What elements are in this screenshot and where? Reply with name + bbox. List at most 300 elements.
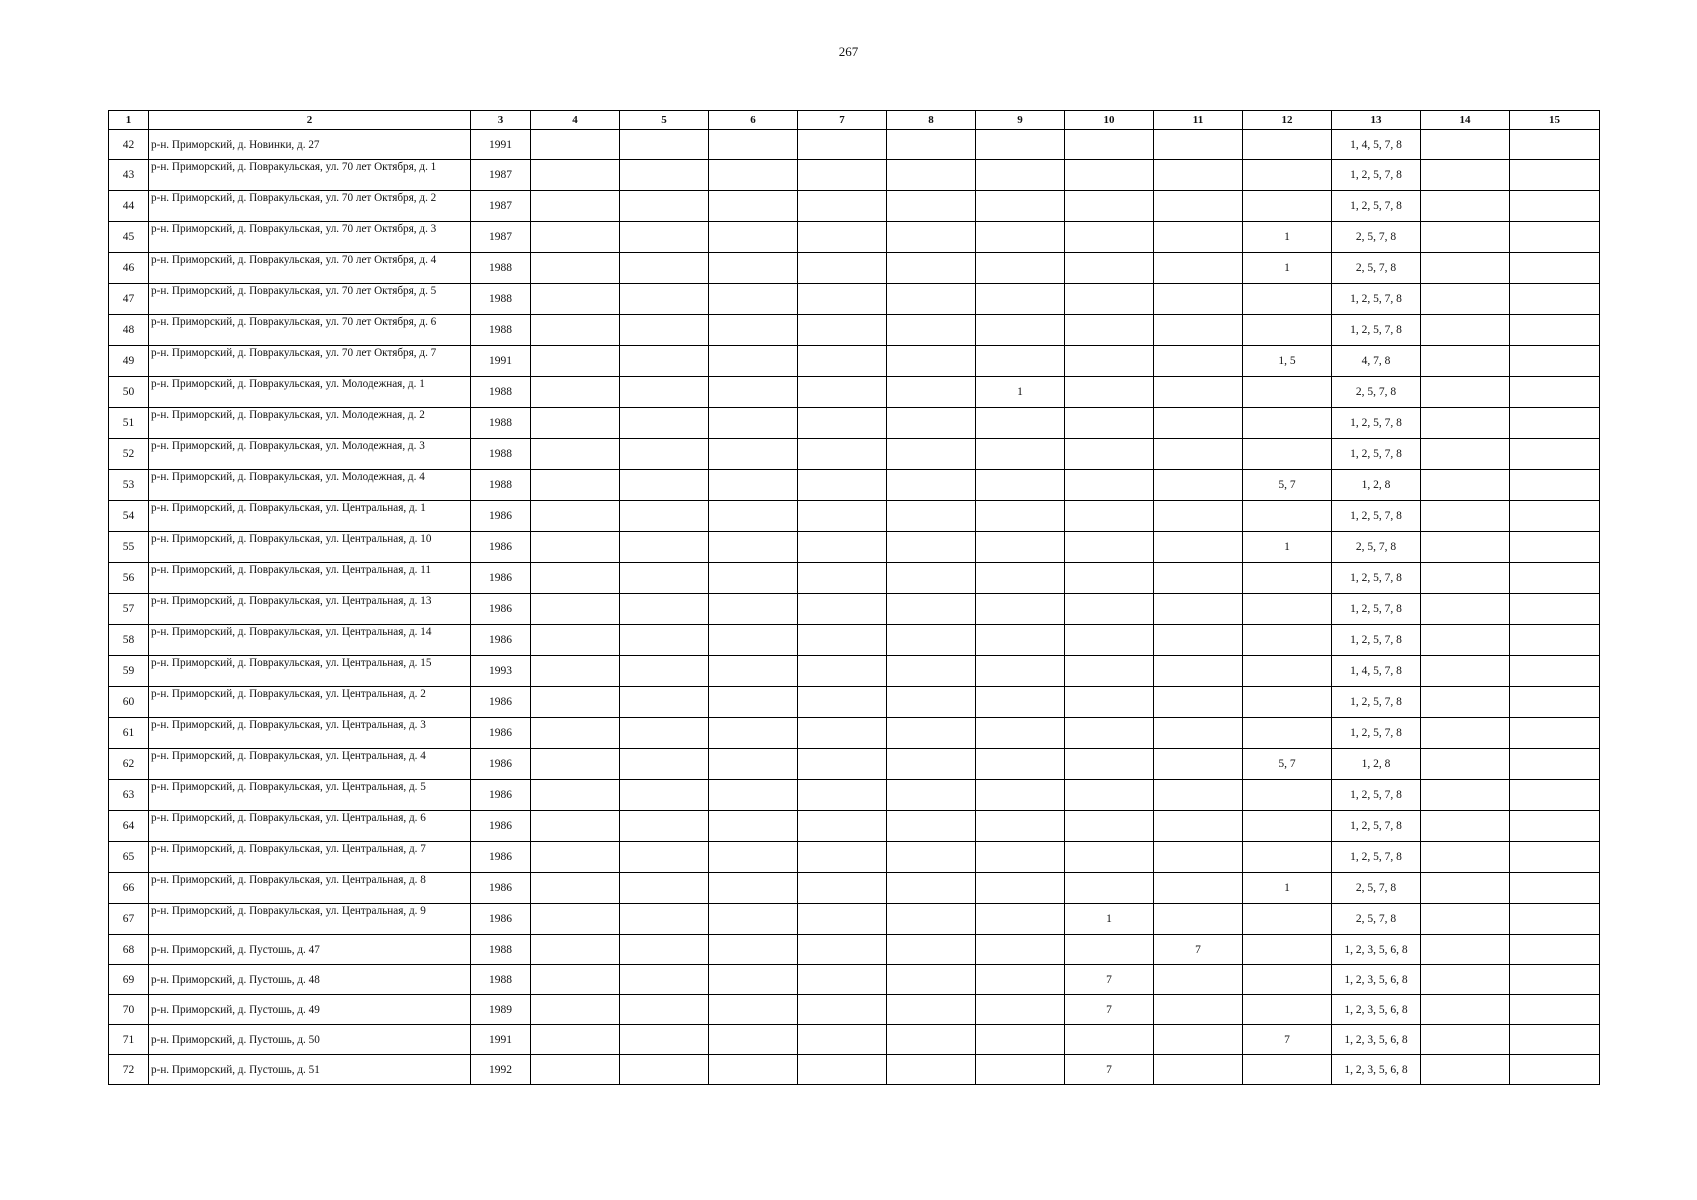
year-cell: 1986 <box>471 563 531 594</box>
col11-cell <box>1154 965 1243 995</box>
col15-cell <box>1510 749 1600 780</box>
table-row <box>109 130 1600 160</box>
row-number: 68 <box>109 935 149 965</box>
col11-cell <box>1154 160 1243 191</box>
col7-cell <box>798 965 887 995</box>
col15-cell <box>1510 377 1600 408</box>
col9-cell <box>976 222 1065 253</box>
col13-cell: 2, 5, 7, 8 <box>1332 904 1421 935</box>
col13-cell: 2, 5, 7, 8 <box>1332 377 1421 408</box>
col4-cell <box>531 594 620 625</box>
col10-cell <box>1065 501 1154 532</box>
address-cell: р-н. Приморский, д. Повракульская, ул. Центральная, д. 8 <box>149 873 471 904</box>
col10-cell <box>1065 315 1154 346</box>
col14-cell <box>1421 377 1510 408</box>
col9-cell <box>976 1055 1065 1085</box>
row-number: 63 <box>109 780 149 811</box>
col13-cell: 1, 2, 5, 7, 8 <box>1332 160 1421 191</box>
col5-cell <box>620 625 709 656</box>
column-header-11: 11 <box>1154 111 1243 130</box>
col9-cell <box>976 130 1065 160</box>
row-number: 42 <box>109 130 149 160</box>
col9-cell <box>976 811 1065 842</box>
address-cell: р-н. Приморский, д. Повракульская, ул. 70 лет Октября, д. 4 <box>149 253 471 284</box>
col14-cell <box>1421 656 1510 687</box>
year-cell: 1993 <box>471 656 531 687</box>
col5-cell <box>620 439 709 470</box>
col13-cell: 1, 2, 5, 7, 8 <box>1332 718 1421 749</box>
row-number: 61 <box>109 718 149 749</box>
col12-cell <box>1243 377 1332 408</box>
col15-cell <box>1510 718 1600 749</box>
col5-cell <box>620 656 709 687</box>
col4-cell <box>531 965 620 995</box>
row-number: 51 <box>109 408 149 439</box>
col11-cell <box>1154 501 1243 532</box>
col9-cell <box>976 315 1065 346</box>
col6-cell <box>709 935 798 965</box>
table-row <box>109 749 1600 780</box>
row-number: 67 <box>109 904 149 935</box>
col9-cell <box>976 594 1065 625</box>
col7-cell <box>798 811 887 842</box>
col13-cell: 1, 2, 5, 7, 8 <box>1332 284 1421 315</box>
col6-cell <box>709 439 798 470</box>
table-row <box>109 191 1600 222</box>
col12-cell <box>1243 965 1332 995</box>
col14-cell <box>1421 284 1510 315</box>
row-number: 60 <box>109 687 149 718</box>
col10-cell <box>1065 656 1154 687</box>
col9-cell <box>976 532 1065 563</box>
col9-cell: 1 <box>976 377 1065 408</box>
col14-cell <box>1421 625 1510 656</box>
year-cell: 1988 <box>471 935 531 965</box>
col8-cell <box>887 594 976 625</box>
col12-cell: 1 <box>1243 532 1332 563</box>
col14-cell <box>1421 780 1510 811</box>
col7-cell <box>798 873 887 904</box>
col7-cell <box>798 315 887 346</box>
col6-cell <box>709 284 798 315</box>
col6-cell <box>709 965 798 995</box>
col4-cell <box>531 656 620 687</box>
col5-cell <box>620 160 709 191</box>
row-number: 71 <box>109 1025 149 1055</box>
year-cell: 1988 <box>471 253 531 284</box>
col6-cell <box>709 1025 798 1055</box>
col11-cell <box>1154 995 1243 1025</box>
address-cell: р-н. Приморский, д. Повракульская, ул. 70 лет Октября, д. 6 <box>149 315 471 346</box>
column-header-3: 3 <box>471 111 531 130</box>
col10-cell <box>1065 377 1154 408</box>
col11-cell <box>1154 315 1243 346</box>
col8-cell <box>887 191 976 222</box>
table-row <box>109 532 1600 563</box>
col5-cell <box>620 222 709 253</box>
col9-cell <box>976 656 1065 687</box>
col15-cell <box>1510 780 1600 811</box>
col10-cell <box>1065 253 1154 284</box>
col10-cell <box>1065 130 1154 160</box>
row-number: 55 <box>109 532 149 563</box>
col11-cell <box>1154 377 1243 408</box>
table-row <box>109 995 1600 1025</box>
address-cell: р-н. Приморский, д. Пустошь, д. 51 <box>149 1055 471 1085</box>
column-header-6: 6 <box>709 111 798 130</box>
col15-cell <box>1510 904 1600 935</box>
address-cell: р-н. Приморский, д. Повракульская, ул. Центральная, д. 7 <box>149 842 471 873</box>
col10-cell <box>1065 284 1154 315</box>
table-row <box>109 935 1600 965</box>
col12-cell <box>1243 501 1332 532</box>
col11-cell <box>1154 873 1243 904</box>
row-number: 57 <box>109 594 149 625</box>
year-cell: 1988 <box>471 284 531 315</box>
row-number: 72 <box>109 1055 149 1085</box>
col5-cell <box>620 1055 709 1085</box>
col14-cell <box>1421 408 1510 439</box>
col7-cell <box>798 253 887 284</box>
table-row <box>109 656 1600 687</box>
col4-cell <box>531 501 620 532</box>
col7-cell <box>798 687 887 718</box>
col11-cell <box>1154 811 1243 842</box>
col4-cell <box>531 811 620 842</box>
col10-cell <box>1065 532 1154 563</box>
col10-cell <box>1065 470 1154 501</box>
col8-cell <box>887 222 976 253</box>
table-row <box>109 687 1600 718</box>
col10-cell <box>1065 842 1154 873</box>
address-cell: р-н. Приморский, д. Повракульская, ул. Молодежная, д. 2 <box>149 408 471 439</box>
col4-cell <box>531 346 620 377</box>
col7-cell <box>798 995 887 1025</box>
col12-cell <box>1243 687 1332 718</box>
col6-cell <box>709 842 798 873</box>
col14-cell <box>1421 470 1510 501</box>
year-cell: 1986 <box>471 532 531 563</box>
row-number: 53 <box>109 470 149 501</box>
col8-cell <box>887 470 976 501</box>
col5-cell <box>620 315 709 346</box>
column-header-9: 9 <box>976 111 1065 130</box>
column-header-15: 15 <box>1510 111 1600 130</box>
col10-cell <box>1065 811 1154 842</box>
table-row <box>109 625 1600 656</box>
col11-cell <box>1154 1025 1243 1055</box>
address-cell: р-н. Приморский, д. Повракульская, ул. Молодежная, д. 4 <box>149 470 471 501</box>
col10-cell <box>1065 718 1154 749</box>
row-number: 47 <box>109 284 149 315</box>
col14-cell <box>1421 130 1510 160</box>
col11-cell <box>1154 130 1243 160</box>
col12-cell <box>1243 439 1332 470</box>
col6-cell <box>709 501 798 532</box>
col4-cell <box>531 842 620 873</box>
col14-cell <box>1421 718 1510 749</box>
col12-cell <box>1243 191 1332 222</box>
table-row <box>109 1055 1600 1085</box>
col4-cell <box>531 160 620 191</box>
col14-cell <box>1421 965 1510 995</box>
col14-cell <box>1421 594 1510 625</box>
table-row <box>109 408 1600 439</box>
col15-cell <box>1510 625 1600 656</box>
col11-cell <box>1154 749 1243 780</box>
col15-cell <box>1510 439 1600 470</box>
table-header <box>109 111 1600 130</box>
col10-cell <box>1065 780 1154 811</box>
col9-cell <box>976 625 1065 656</box>
address-cell: р-н. Приморский, д. Повракульская, ул. Центральная, д. 2 <box>149 687 471 718</box>
col15-cell <box>1510 995 1600 1025</box>
address-cell: р-н. Приморский, д. Повракульская, ул. Центральная, д. 4 <box>149 749 471 780</box>
col11-cell: 7 <box>1154 935 1243 965</box>
address-cell: р-н. Приморский, д. Повракульская, ул. Центральная, д. 15 <box>149 656 471 687</box>
col5-cell <box>620 253 709 284</box>
row-number: 65 <box>109 842 149 873</box>
col4-cell <box>531 1025 620 1055</box>
col14-cell <box>1421 1025 1510 1055</box>
year-cell: 1988 <box>471 439 531 470</box>
col6-cell <box>709 811 798 842</box>
col6-cell <box>709 904 798 935</box>
col12-cell <box>1243 625 1332 656</box>
table-row <box>109 718 1600 749</box>
table-row <box>109 594 1600 625</box>
col15-cell <box>1510 842 1600 873</box>
col8-cell <box>887 563 976 594</box>
col14-cell <box>1421 160 1510 191</box>
col7-cell <box>798 532 887 563</box>
col10-cell: 1 <box>1065 904 1154 935</box>
col8-cell <box>887 995 976 1025</box>
table-row <box>109 470 1600 501</box>
col8-cell <box>887 842 976 873</box>
col12-cell <box>1243 594 1332 625</box>
col7-cell <box>798 563 887 594</box>
year-cell: 1987 <box>471 222 531 253</box>
address-cell: р-н. Приморский, д. Повракульская, ул. Молодежная, д. 3 <box>149 439 471 470</box>
row-number: 43 <box>109 160 149 191</box>
row-number: 50 <box>109 377 149 408</box>
col5-cell <box>620 130 709 160</box>
col4-cell <box>531 935 620 965</box>
col7-cell <box>798 346 887 377</box>
col13-cell: 2, 5, 7, 8 <box>1332 222 1421 253</box>
col14-cell <box>1421 346 1510 377</box>
col6-cell <box>709 130 798 160</box>
col6-cell <box>709 532 798 563</box>
address-cell: р-н. Приморский, д. Повракульская, ул. Центральная, д. 11 <box>149 563 471 594</box>
table-row <box>109 439 1600 470</box>
year-cell: 1988 <box>471 408 531 439</box>
col10-cell: 7 <box>1065 995 1154 1025</box>
col9-cell <box>976 346 1065 377</box>
col15-cell <box>1510 873 1600 904</box>
col9-cell <box>976 935 1065 965</box>
year-cell: 1986 <box>471 501 531 532</box>
table-row <box>109 501 1600 532</box>
col12-cell <box>1243 780 1332 811</box>
table-body <box>109 130 1600 1085</box>
col7-cell <box>798 656 887 687</box>
col12-cell <box>1243 315 1332 346</box>
table-row <box>109 780 1600 811</box>
column-header-10: 10 <box>1065 111 1154 130</box>
col6-cell <box>709 625 798 656</box>
col13-cell: 1, 2, 5, 7, 8 <box>1332 408 1421 439</box>
col15-cell <box>1510 501 1600 532</box>
col4-cell <box>531 1055 620 1085</box>
address-cell: р-н. Приморский, д. Пустошь, д. 47 <box>149 935 471 965</box>
address-cell: р-н. Приморский, д. Повракульская, ул. Центральная, д. 9 <box>149 904 471 935</box>
col11-cell <box>1154 563 1243 594</box>
year-cell: 1991 <box>471 130 531 160</box>
col15-cell <box>1510 687 1600 718</box>
col4-cell <box>531 563 620 594</box>
col5-cell <box>620 995 709 1025</box>
col9-cell <box>976 439 1065 470</box>
col14-cell <box>1421 995 1510 1025</box>
col14-cell <box>1421 315 1510 346</box>
col12-cell <box>1243 995 1332 1025</box>
col12-cell <box>1243 718 1332 749</box>
col14-cell <box>1421 1055 1510 1085</box>
col5-cell <box>620 532 709 563</box>
col12-cell: 5, 7 <box>1243 749 1332 780</box>
address-cell: р-н. Приморский, д. Повракульская, ул. Центральная, д. 10 <box>149 532 471 563</box>
col10-cell: 7 <box>1065 1055 1154 1085</box>
col5-cell <box>620 563 709 594</box>
col7-cell <box>798 470 887 501</box>
col4-cell <box>531 315 620 346</box>
year-cell: 1986 <box>471 811 531 842</box>
col14-cell <box>1421 935 1510 965</box>
col13-cell: 1, 2, 3, 5, 6, 8 <box>1332 1025 1421 1055</box>
col15-cell <box>1510 1055 1600 1085</box>
col8-cell <box>887 656 976 687</box>
col12-cell <box>1243 842 1332 873</box>
col7-cell <box>798 749 887 780</box>
col9-cell <box>976 718 1065 749</box>
col14-cell <box>1421 563 1510 594</box>
col9-cell <box>976 995 1065 1025</box>
year-cell: 1986 <box>471 873 531 904</box>
year-cell: 1988 <box>471 965 531 995</box>
col15-cell <box>1510 811 1600 842</box>
col9-cell <box>976 253 1065 284</box>
col9-cell <box>976 780 1065 811</box>
col13-cell: 1, 2, 5, 7, 8 <box>1332 191 1421 222</box>
col13-cell: 2, 5, 7, 8 <box>1332 253 1421 284</box>
col12-cell <box>1243 904 1332 935</box>
col7-cell <box>798 1025 887 1055</box>
col5-cell <box>620 1025 709 1055</box>
col13-cell: 2, 5, 7, 8 <box>1332 873 1421 904</box>
col7-cell <box>798 439 887 470</box>
col13-cell: 1, 4, 5, 7, 8 <box>1332 130 1421 160</box>
col9-cell <box>976 749 1065 780</box>
table-row <box>109 377 1600 408</box>
col6-cell <box>709 780 798 811</box>
address-cell: р-н. Приморский, д. Повракульская, ул. Центральная, д. 14 <box>149 625 471 656</box>
col7-cell <box>798 160 887 191</box>
col4-cell <box>531 780 620 811</box>
col10-cell <box>1065 935 1154 965</box>
col9-cell <box>976 842 1065 873</box>
year-cell: 1986 <box>471 780 531 811</box>
address-cell: р-н. Приморский, д. Повракульская, ул. Центральная, д. 1 <box>149 501 471 532</box>
col8-cell <box>887 160 976 191</box>
row-number: 58 <box>109 625 149 656</box>
col4-cell <box>531 625 620 656</box>
table-row <box>109 284 1600 315</box>
col12-cell: 1 <box>1243 873 1332 904</box>
col6-cell <box>709 995 798 1025</box>
address-cell: р-н. Приморский, д. Повракульская, ул. 70 лет Октября, д. 7 <box>149 346 471 377</box>
column-header-12: 12 <box>1243 111 1332 130</box>
col10-cell <box>1065 687 1154 718</box>
col6-cell <box>709 594 798 625</box>
col14-cell <box>1421 253 1510 284</box>
col8-cell <box>887 873 976 904</box>
address-cell: р-н. Приморский, д. Повракульская, ул. Центральная, д. 13 <box>149 594 471 625</box>
col5-cell <box>620 718 709 749</box>
col10-cell <box>1065 408 1154 439</box>
table-row <box>109 965 1600 995</box>
col8-cell <box>887 377 976 408</box>
address-cell: р-н. Приморский, д. Повракульская, ул. Центральная, д. 3 <box>149 718 471 749</box>
col8-cell <box>887 408 976 439</box>
year-cell: 1986 <box>471 842 531 873</box>
col11-cell <box>1154 656 1243 687</box>
col11-cell <box>1154 842 1243 873</box>
col8-cell <box>887 811 976 842</box>
year-cell: 1991 <box>471 346 531 377</box>
col15-cell <box>1510 965 1600 995</box>
col5-cell <box>620 191 709 222</box>
col14-cell <box>1421 191 1510 222</box>
col9-cell <box>976 191 1065 222</box>
col15-cell <box>1510 130 1600 160</box>
col6-cell <box>709 408 798 439</box>
col4-cell <box>531 904 620 935</box>
row-number: 54 <box>109 501 149 532</box>
col15-cell <box>1510 935 1600 965</box>
col15-cell <box>1510 1025 1600 1055</box>
col11-cell <box>1154 408 1243 439</box>
col7-cell <box>798 191 887 222</box>
column-header-7: 7 <box>798 111 887 130</box>
col7-cell <box>798 1055 887 1085</box>
col8-cell <box>887 718 976 749</box>
col12-cell <box>1243 935 1332 965</box>
col7-cell <box>798 130 887 160</box>
col11-cell <box>1154 439 1243 470</box>
col4-cell <box>531 377 620 408</box>
col11-cell <box>1154 532 1243 563</box>
col15-cell <box>1510 408 1600 439</box>
col7-cell <box>798 408 887 439</box>
row-number: 66 <box>109 873 149 904</box>
col4-cell <box>531 253 620 284</box>
col14-cell <box>1421 222 1510 253</box>
row-number: 56 <box>109 563 149 594</box>
column-header-4: 4 <box>531 111 620 130</box>
col5-cell <box>620 904 709 935</box>
